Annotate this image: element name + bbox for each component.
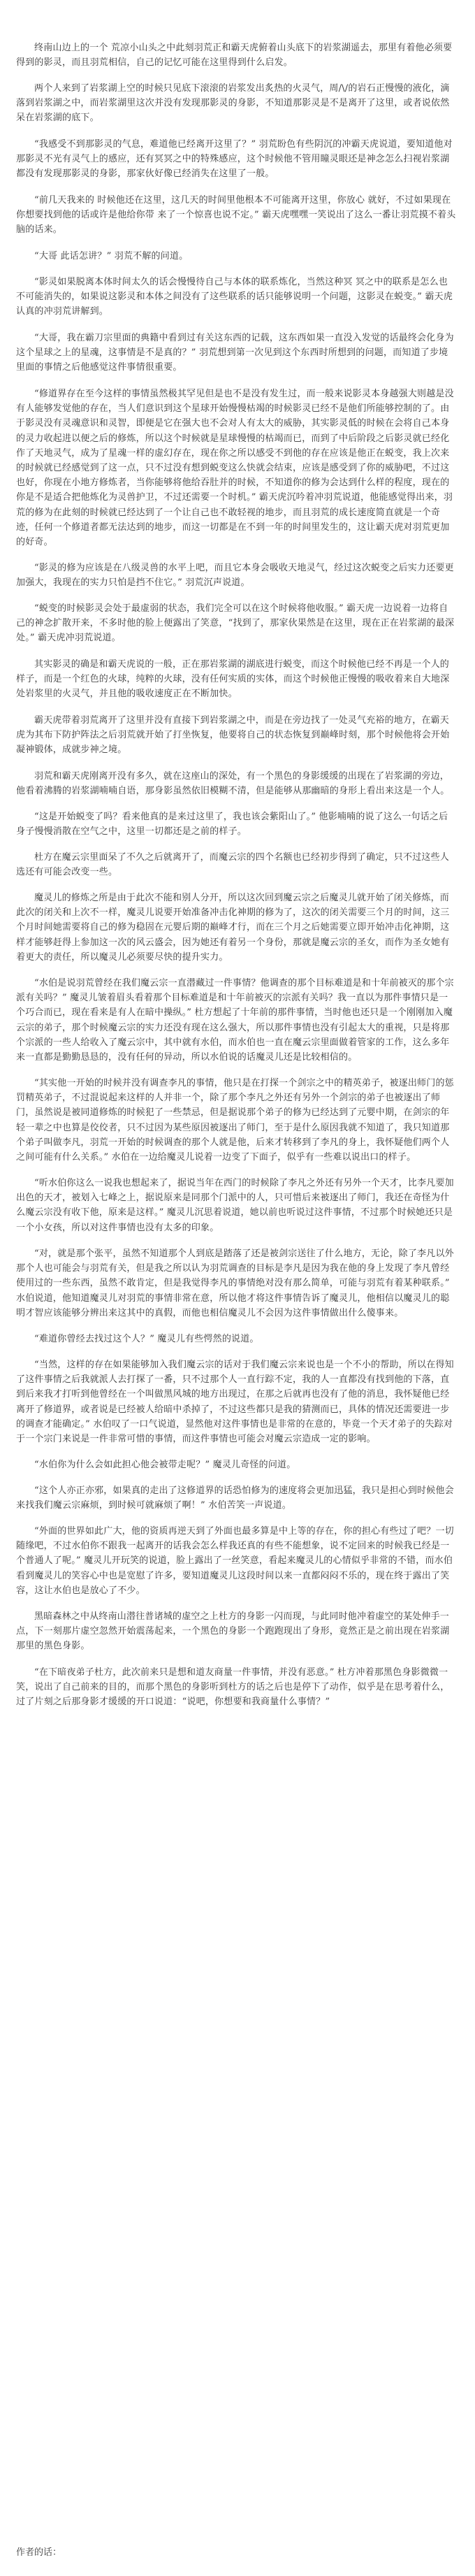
- paragraph: 羽荒和霸天虎刚离开没有多久，就在这座山的深处，有一个黑色的身影缓缓的出现在了岩浆湖的旁边，他看着沸腾的岩浆湖喃喃自语，那身影虽然依旧模糊不清，但是能够从那幽暗的身形上看出来这是一个人。: [16, 771, 450, 797]
- paragraph: “蜕变的时候影灵会处于最虚弱的状态，我们完全可以在这个时候将他收服。” 霸天虎一边说着一边将自己的神念扩散开来，不多时他的脸上便露出了笑意，“找到了，那家伙果然是在这里，现在正在岩浆湖的最深处。” 霸天虎冲羽荒说道。: [16, 603, 455, 644]
- paragraph: “在下暗夜弟子杜方，此次前来只是想和道友商量一件事情，并没有恶意。” 杜方冲着那黑色身影微微一笑，说出了自己前来的目的，而那个黑色的身影听到杜方的话之后也是停下了动作，似乎是在思考着什么，过了片刻之后那身影才缓缓的开口说道：“说吧，你想要和我商量什么事情？”: [16, 1667, 450, 1708]
- paragraph: “难道你曾经去找过这个人？” 魔灵儿有些愕然的说道。: [34, 1334, 259, 1344]
- paragraph: “听水伯你这么一说我也想起来了，据说当年在西门的时候除了李凡之外还有另外一个天才，比李凡要加出色的天才，被划入七峰之上，据说原来是同那个门派中的人，只可惜后来被逐出了师门，我还在奇怪为什么魔云宗没有收下他，原来是这样。” 魔灵儿沉思着说道，她以前也听说过这件事情，不过那个时候她还只是一个小女孩，所以对这件事情也没有太多的印象。: [16, 1178, 454, 1233]
- paragraph: 霸天虎带着羽荒离开了这里并没有直接下到岩浆湖之中，而是在旁边找了一处灵气充裕的地方，在霸天虎为其布下防护阵法之后羽荒就开始了打坐恢复，他要将自己的状态恢复到巅峰时刻，那个时候他将会开始凝神锻体，成就步神之境。: [16, 715, 450, 756]
- paragraph: “对，就是那个张平，虽然不知道那个人到底是踏落了还是被剑宗送往了什么地方，无论，除了李凡以外那个人也可能会与羽荒有关，但是我之所以认为羽荒调查的目标是李凡是因为我在他的身上发现了李凡曾经使用过的一些东西，虽然不敢肯定，但是我觉得李凡的事情绝对没有那么简单，可能与羽荒有着某种联系。” 水伯说道，他知道魔灵儿对羽荒的事情非常在意，所以他才将这件事情告诉了魔灵儿，他相信以魔灵儿的聪明才智应该能够分辨出来这其中的真假，而他也相信魔灵儿不会因为这件事情做出什么傻事来。: [16, 1249, 454, 1318]
- paragraph: “影灵如果脱离本体时间太久的话会慢慢待自己与本体的联系炼化，当然这种冥 冥之中的联系是怎么也不可能消失的，如果说这影灵和本体之间没有了这些联系的话只能够说明一个问题，这影灵在蜕变。” 霸天虎认真的冲羽荒讲解到。: [16, 277, 453, 317]
- paragraph: “影灵的修为应该是在八级灵兽的水平上吧，而且它本身会吸收天地灵气，经过这次蜕变之后实力还要更加强大，我现在的实力只怕是挡不住它。” 羽荒沉声说道。: [16, 563, 454, 589]
- paragraph: 黑暗森林之中从终南山潜往普诸城的虚空之上杜方的身影一闪而现，与此同时他冲着虚空的某处伸手一点，下一刻那片虚空忽然开始震荡起来，一个黑色的身影一个跑跑现出了身形，竟然正是之前出现在岩浆湖那里的黑色身影。: [16, 1611, 450, 1652]
- paragraph: “当然，这样的存在如果能够加入我们魔云宗的话对于我们魔云宗来说也是一个不小的帮助，所以在得知了这件事情之后我就派人去打探了一番，只不过那个人一直行踪不定，我的人一直都没有找到他的下落，直到后来我才打听到他曾经在一个叫做黑风城的地方出现过，在那之后就再也没有了他的消息，我怀疑他已经离开了修道界，或者说是已经被人给暗中杀掉了，不过这些都只是我的猜测而已，具体的情况还需要进一步的调查才能确定。” 水伯叹了一口气说道，显然他对这件事情也是非常的在意的，毕竟一个天才弟子的失踪对于一个宗门来说是一件非常可惜的事情，而这件事情也可能会对魔云宗造成一定的影响。: [16, 1360, 454, 1445]
- paragraph: “其实他一开始的时候并没有调查李凡的事情，他只是在打探一个剑宗之中的精英弟子，被逐出师门的惩罚精英弟子，不过混说起来这样的人并非一个，除了那个李凡之外还有另外一个剑宗的弟子也被逐出了师门，虽然说是被同道修炼的时候犯了一些禁忌，但是据说那个弟子的修为已经达到了元婴中期，在剑宗的年轻一辈之中也算是佼佼者，只不过因为某些原因被逐出了师门，至于是什么原因我就不知道了，我只知道那个弟子叫做李凡，羽荒一开始的时候调查的那个人就是他，后来才转移到了李凡的身上，我怀疑他们两个人之间可能有什么关系。” 水伯在一边给魔灵儿说着一边变了下面子，似乎有一些难以说出口的样子。: [16, 1078, 454, 1163]
- paragraph: “水伯是说羽荒曾经在我们魔云宗一直潜藏过一件事情？他调查的那个目标难道是和十年前被灭的那个宗派有关吗？” 魔灵儿皱着眉头看着那个目标难道是和十年前被灭的宗派有关吗？我一直以为那件事情只是一个巧合而已，现在看来是有人在暗中操纵。” 杜方想起了十年前的那件事情，当时他也还只是一个刚刚加入魔云宗的弟子，那个时候魔云宗的实力还没有现在这么强大，所以那件事情也没有引起太大的重视，只是将那个宗派的一些人给收入了魔云宗中，其中就有水伯，而水伯也一直在魔云宗里面做着管家的工作，这么多年来一直都是勤勤恳恳的，没有任何的异动，所以水伯说的话魔灵儿还是比较相信的。: [16, 978, 454, 1063]
- paragraph: 两个人来到了岩浆湖上空的时候只见底下滚滚的岩浆发出炙热的火灵气，周/\/的岩石正慢慢的液化，滴落到岩浆湖之中，而岩浆湖里这次并没有发现那影灵的身影，不知道那影灵是不是离开了这里，或者说依然呆在岩浆湖的底下。: [16, 83, 450, 124]
- paragraph: 其实影灵的确是和霸天虎说的一般，正在那岩浆湖的湖底进行蜕变，而这个时候他已经不再是一个人的样子，而是一个红色的火球，纯粹的火球，没有任何实质的实体，而这个时候他正慢慢的吸收着来自大地深处岩浆里的火灵气，并且他的吸收速度正在不断加快。: [16, 659, 450, 700]
- paragraph: “大哥 此话怎讲？” 羽荒不解的问道。: [34, 251, 189, 261]
- paragraph: “水伯你为什么会如此担心他会被带走呢？” 魔灵儿奇怪的问道。: [34, 1460, 296, 1470]
- paragraph: 杜方在魔云宗里面呆了不久之后就离开了，而魔云宗的四个名额也已经初步得到了确定，只不过这些人选还有可能会改变一些。: [16, 852, 450, 878]
- paragraph: “这是开始蜕变了吗？看来他真的是来过这里了，我也该会紫阳山了。” 他影喃喃的说了这么一句话之后身子慢慢消散在空气之中，这里一切都还是之前的样子。: [16, 812, 448, 837]
- paragraph: 终南山边上的一个 荒凉小山头之中此刻羽荒正和霸天虎俯着山头底下的岩浆湖遥去，那里有着他必须要得到的影灵，而且羽荒相信，自己的记忆可能在这里得到什么启发。: [16, 43, 453, 69]
- paragraph: “大哥，我在霸刀宗里面的典籍中看到过有关这东西的记载，这东西如果一直没入发觉的话最终会化身为这个星球之上的星魂，这事情是不是真的？” 羽荒想到第一次见到这个东西时所想到的问题，而知道了步境里面的事情之后他感觉这件事情很重要。: [16, 333, 454, 373]
- paragraph: “我感受不到那影灵的气息，难道他已经离开这里了？” 羽荒盼色有些阴沉的冲霸天虎说道，要知道他对那影灵不光有灵气上的感应，还有冥冥之中的特殊感应，这个时候他不管用瞳灵眼还是神念怎么扫视岩浆湖都没有发现那影灵的身影，那家伙好像已经消失在这里了一般。: [16, 139, 453, 180]
- paragraph: “修道界存在至今这样的事情虽然极其罕见但是也不是没有发生过，而一般来说影灵本身越强大则越是没有人能够发觉他的存在，当人们意识到这个星球开始慢慢枯竭的时候影灵已经不是他们所能够控制的了。由于影灵没有灵魂意识和灵智，即便是它在强大也不会对人有太大的威胁，其实影灵低的时候在会将自己本身的灵力收起进以便之后的修炼，所以这个时候就是星球慢慢的枯竭而已，而到了中后阶段之后影灵就已经化作了天地灵气，成为了星魂一样的虚幻存在，现在你之所以感受不到他的存在应该是他正在蜕变，我上次来的时候就已经感觉到了这一点，只不过没有想到蜕变这么快就会结束，应该是感受到了你的威胁吧，不过这也好，你现在小地方修炼者，当你能够将他给吞肚并的时候，不知道你的修为会达到什么样的程度，现在的你是不是适合把他炼化为灵兽护卫，不过还需要一个时机。” 霸天虎沉吟着冲羽荒说道，他能感觉得出来，羽荒的修为在此刻的时候就已经达到了一个让自己也不敢轻视的地步，而且羽荒的成长速度简直就是一个奇迹，任何一个修道者都无法达到的地步，而这一切都是在不到一年的时间里发生的，这让霸天虎对羽荒更加的好奇。: [16, 389, 454, 548]
- paragraph: “外面的世界如此广大，他的资质再逆天到了外面也最多算是中上等的存在，你的担心有些过了吧？一切随缘吧，不过水伯你不跟我一起离开的话我会怎么样我还真的有些不能想象，说不定回来的时候我已经是一个普通人了呢。” 魔灵儿开玩笑的说道，脸上露出了一丝笑意，看起来魔灵儿的心情似乎非常的不错，而水伯看到魔灵儿的笑容心中也是宽慰了许多，要知道魔灵儿这段时间以来一直都闷闷不乐的，现在终于露出了笑容，这让水伯也是放心了不少。: [16, 1526, 454, 1596]
- author-note-label: 作者的话：: [16, 2547, 62, 2558]
- paragraph: “前几天我来的 时候他还在这里，这几天的时间里他根本不可能离开这里，你放心 就好，不过如果现在你想要找到他的话或许是他给你带 来了一个惊喜也说不定。” 霸天虎嘿嘿一笑说出了这么一番让羽荒摸不着头 脑的话来。: [16, 195, 456, 236]
- paragraph: “这个人亦正亦邪，如果真的走出了这修道界的话恐怕修为的速度将会更加迅猛，我只是担心到时候他会来找我们魔云宗麻烦，到时候可就麻烦了啊！” 水伯苦笑一声说道。: [16, 1485, 454, 1511]
- paragraph: 魔灵儿的修炼之所是由于此次不能和别人分开，所以这次回到魔云宗之后魔灵儿就开始了闭关修炼，而此次的闭关和上次不一样，魔灵儿说要开始准备冲击化神期的修为了，这次的闭关需要三个月的时间，这三个月时间她需要将自己的修为稳固在元婴后期的巅峰才行，而在三个月之后她需要立即开始冲击化神期，这样才能够赶得上参加这一次的风云盛会，因为她还有着另一个身份，那就是魔云宗的圣女，而作为圣女她有着更大的责任，所以魔灵儿必须要尽快的提升实力。: [16, 893, 450, 963]
